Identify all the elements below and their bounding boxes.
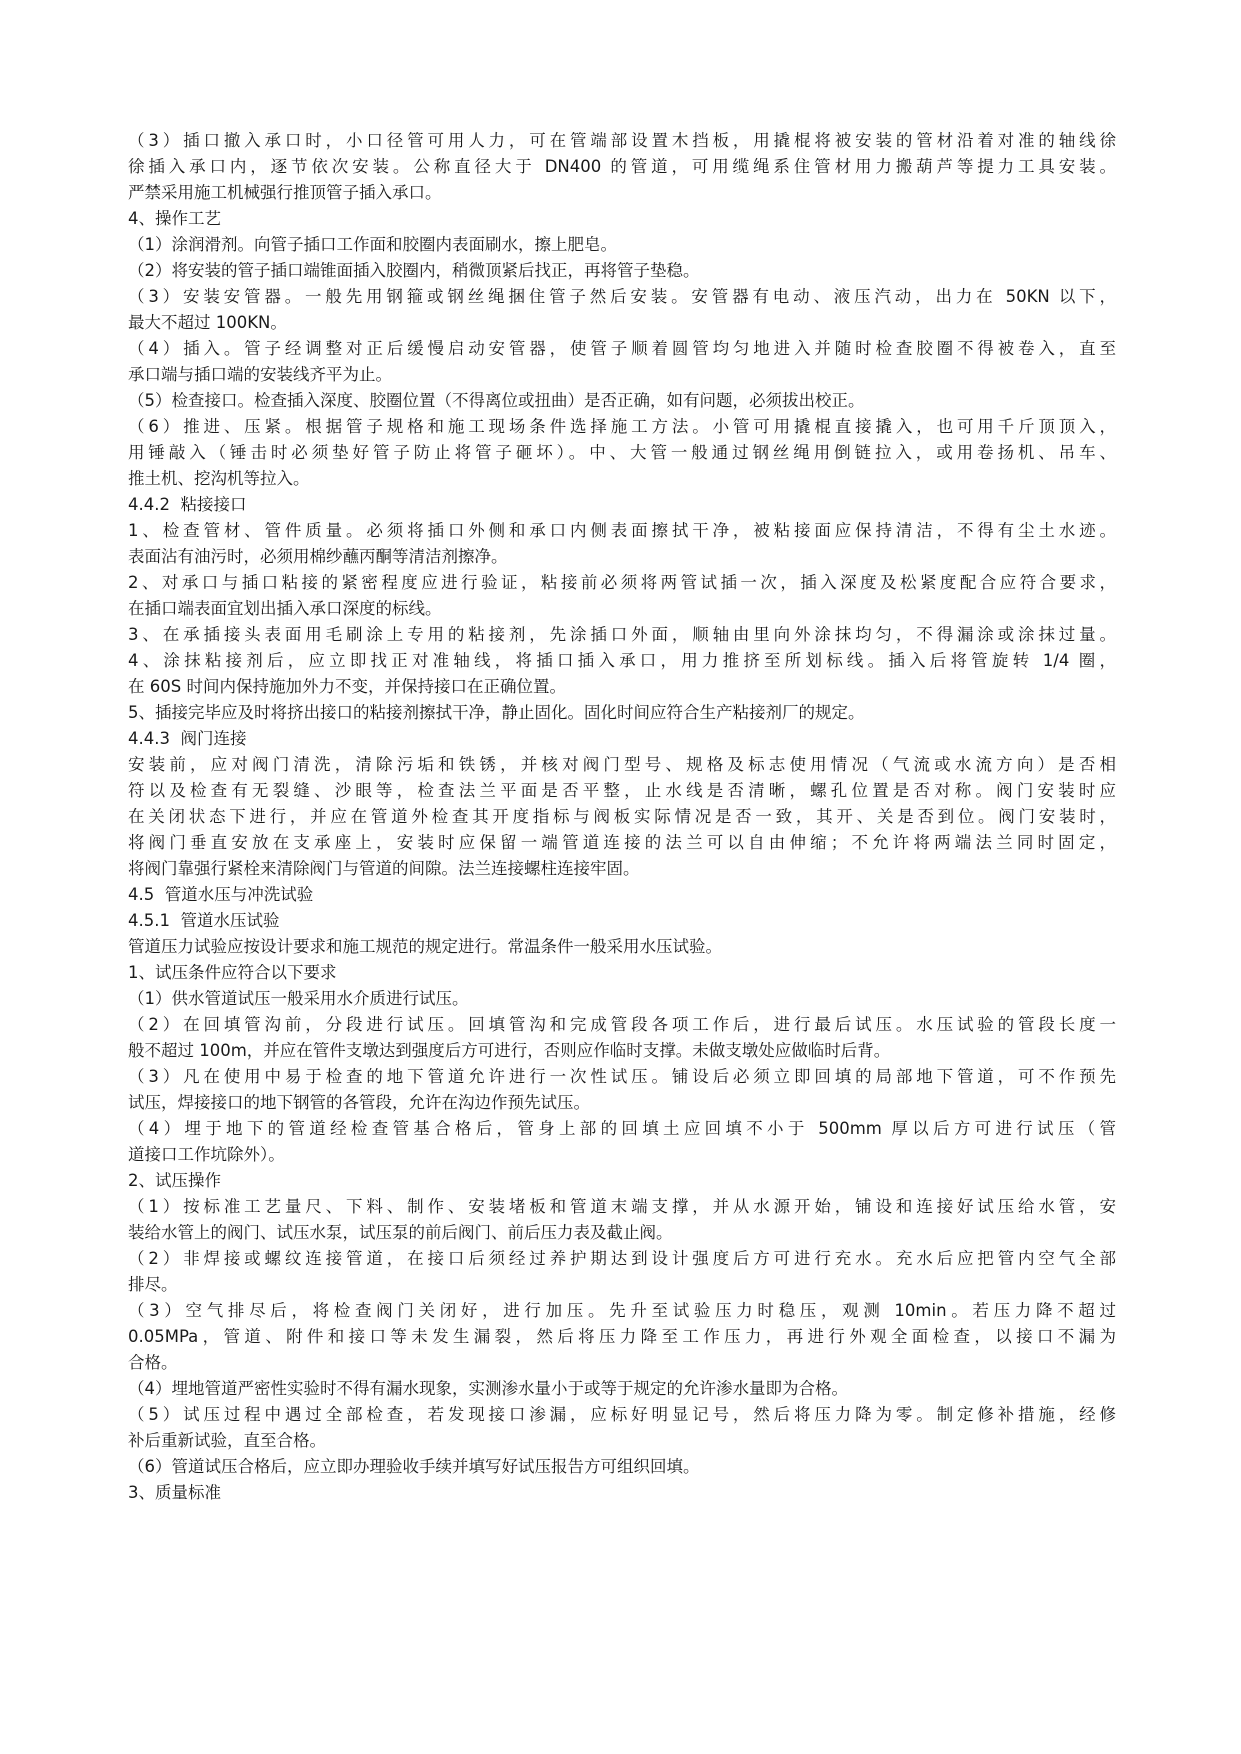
body-text-line: （2）非焊接或螺纹连接管道，在接口后须经过养护期达到设计强度后方可进行充水。充水后应把管内空气全部 bbox=[128, 1249, 1116, 1268]
body-text-line: 用锤敲入（锤击时必须垫好管子防止将管子砸坏）。中、大管一般通过钢丝绳用倒链拉入，或用卷扬机、吊车、 bbox=[128, 443, 1116, 462]
body-text-line: （3）凡在使用中易于检查的地下管道允许进行一次性试压。铺设后必须立即回填的局部地下管道，可不作预先 bbox=[128, 1067, 1116, 1086]
body-text-line: 推土机、挖沟机等拉入。 bbox=[128, 469, 310, 488]
body-text-line: 装给水管上的阀门、试压水泵，试压泵的前后阀门、前后压力表及截止阀。 bbox=[128, 1223, 673, 1242]
body-text-line: （4）埋地管道严密性实验时不得有漏水现象，实测渗水量小于或等于规定的允许渗水量即为合格。 bbox=[128, 1379, 848, 1398]
section-heading: 4.4.2 粘接接口 bbox=[128, 495, 247, 514]
body-text-line: 3、在承插接头表面用毛刷涂上专用的粘接剂，先涂插口外面，顺轴由里向外涂抹均匀，不得漏涂或涂抹过量。 bbox=[128, 625, 1116, 644]
body-text-line: （3）插口撤入承口时，小口径管可用人力，可在管端部设置木挡板，用撬棍将被安装的管材沿着对准的轴线徐 bbox=[128, 131, 1116, 150]
body-text-line: （4）插入。管子经调整对正后缓慢启动安管器，使管子顺着圆管均匀地进入并随时检查胶圈不得被卷入，直至 bbox=[128, 339, 1116, 358]
body-text-line: 排尽。 bbox=[128, 1275, 178, 1294]
section-heading: 4.5 管道水压与冲洗试验 bbox=[128, 885, 314, 904]
body-text-line: 试压，焊接接口的地下钢管的各管段，允许在沟边作预先试压。 bbox=[128, 1093, 590, 1112]
section-heading: 4、操作工艺 bbox=[128, 209, 221, 228]
body-text-line: 管道压力试验应按设计要求和施工规范的规定进行。常温条件一般采用水压试验。 bbox=[128, 937, 722, 956]
body-text-line: 符以及检查有无裂缝、沙眼等，检查法兰平面是否平整，止水线是否清晰，螺孔位置是否对称。阀门安装时应 bbox=[128, 781, 1116, 800]
body-text-line: （5）试压过程中遇过全部检查，若发现接口渗漏，应标好明显记号，然后将压力降为零。制定修补措施，经修 bbox=[128, 1405, 1116, 1424]
body-text-line: 表面沾有油污时，必须用棉纱蘸丙酮等清洁剂擦净。 bbox=[128, 547, 508, 566]
body-text-line: 5、插接完毕应及时将挤出接口的粘接剂擦拭干净，静止固化。固化时间应符合生产粘接剂厂的规定。 bbox=[128, 703, 865, 722]
body-text-line: 在 60S 时间内保持施加外力不变，并保持接口在正确位置。 bbox=[128, 677, 566, 696]
section-heading: 4.5.1 管道水压试验 bbox=[128, 911, 280, 930]
body-text-line: （1）涂润滑剂。向管子插口工作面和胶圈内表面刷水，擦上肥皂。 bbox=[128, 235, 617, 254]
body-text-line: （3）安装安管器。一般先用钢箍或钢丝绳捆住管子然后安装。安管器有电动、液压汽动，出力在 50KN 以下， bbox=[128, 287, 1116, 306]
body-text-line: 在关闭状态下进行，并应在管道外检查其开度指标与阀板实际情况是否一致，其开、关是否到位。阀门安装时， bbox=[128, 807, 1116, 826]
body-text-line: 1、检查管材、管件质量。必须将插口外侧和承口内侧表面擦拭干净，被粘接面应保持清洁，不得有尘土水迹。 bbox=[128, 521, 1116, 540]
document-page bbox=[128, 128, 1116, 1506]
body-text-line: （3）空气排尽后，将检查阀门关闭好，进行加压。先升至试验压力时稳压，观测 10min。若压力降不超过 bbox=[128, 1301, 1116, 1320]
section-heading: 2、试压操作 bbox=[128, 1171, 221, 1190]
section-heading: 4.4.3 阀门连接 bbox=[128, 729, 247, 748]
body-text-line: 徐插入承口内，逐节依次安装。公称直径大于 DN400 的管道，可用缆绳系住管材用力搬葫芦等提力工具安装。 bbox=[128, 157, 1116, 176]
body-text-line: （4）埋于地下的管道经检查管基合格后，管身上部的回填土应回填不小于 500mm 厚以后方可进行试压（管 bbox=[128, 1119, 1116, 1138]
body-text-line: （5）检查接口。检查插入深度、胶圈位置（不得离位或扭曲）是否正确，如有问题，必须拔出校正。 bbox=[128, 391, 865, 410]
body-text-line: （1）供水管道试压一般采用水介质进行试压。 bbox=[128, 989, 469, 1008]
body-text-line: （6）管道试压合格后，应立即办理验收手续并填写好试压报告方可组织回填。 bbox=[128, 1457, 700, 1476]
body-text-line: 道接口工作坑除外）。 bbox=[128, 1145, 285, 1164]
body-text-line: 2、对承口与插口粘接的紧密程度应进行验证，粘接前必须将两管试插一次，插入深度及松紧度配合应符合要求， bbox=[128, 573, 1116, 592]
body-text-line: 最大不超过 100KN。 bbox=[128, 313, 287, 332]
body-text-line: 0.05MPa，管道、附件和接口等未发生漏裂，然后将压力降至工作压力，再进行外观全面检查，以接口不漏为 bbox=[128, 1327, 1116, 1346]
body-text-line: 合格。 bbox=[128, 1353, 178, 1372]
body-text-line: （2）在回填管沟前，分段进行试压。回填管沟和完成管段各项工作后，进行最后试压。水压试验的管段长度一 bbox=[128, 1015, 1116, 1034]
body-text-line: 承口端与插口端的安装线齐平为止。 bbox=[128, 365, 392, 384]
body-text-line: （1）按标准工艺量尺、下料、制作、安装堵板和管道末端支撑，并从水源开始，铺设和连接好试压给水管，安 bbox=[128, 1197, 1116, 1216]
body-text-line: 般不超过 100m，并应在管件支墩达到强度后方可进行，否则应作临时支撑。未做支墩处应做临时后背。 bbox=[128, 1041, 891, 1060]
body-text-line: 严禁采用施工机械强行推顶管子插入承口。 bbox=[128, 183, 442, 202]
body-text-line: 将阀门靠强行紧栓来清除阀门与管道的间隙。法兰连接螺柱连接牢固。 bbox=[128, 859, 640, 878]
body-text-line: 安装前，应对阀门清洗，清除污垢和铁锈，并核对阀门型号、规格及标志使用情况（气流或水流方向）是否相 bbox=[128, 755, 1116, 774]
section-heading: 1、试压条件应符合以下要求 bbox=[128, 963, 337, 982]
section-heading: 3、质量标准 bbox=[128, 1483, 221, 1502]
body-text-line: 将阀门垂直安放在支承座上，安装时应保留一端管道连接的法兰可以自由伸缩；不允许将两端法兰同时固定， bbox=[128, 833, 1116, 852]
body-text-line: 4、涂抹粘接剂后，应立即找正对准轴线，将插口插入承口，用力推挤至所划标线。插入后将管旋转 1/4 圈， bbox=[128, 651, 1116, 670]
body-text-line: （6）推进、压紧。根据管子规格和施工现场条件选择施工方法。小管可用撬棍直接撬入，也可用千斤顶顶入， bbox=[128, 417, 1116, 436]
body-text-line: 在插口端表面宜划出插入承口深度的标线。 bbox=[128, 599, 442, 618]
body-text-line: （2）将安装的管子插口端锥面插入胶圈内，稍微顶紧后找正，再将管子垫稳。 bbox=[128, 261, 700, 280]
body-text-line: 补后重新试验，直至合格。 bbox=[128, 1431, 326, 1450]
